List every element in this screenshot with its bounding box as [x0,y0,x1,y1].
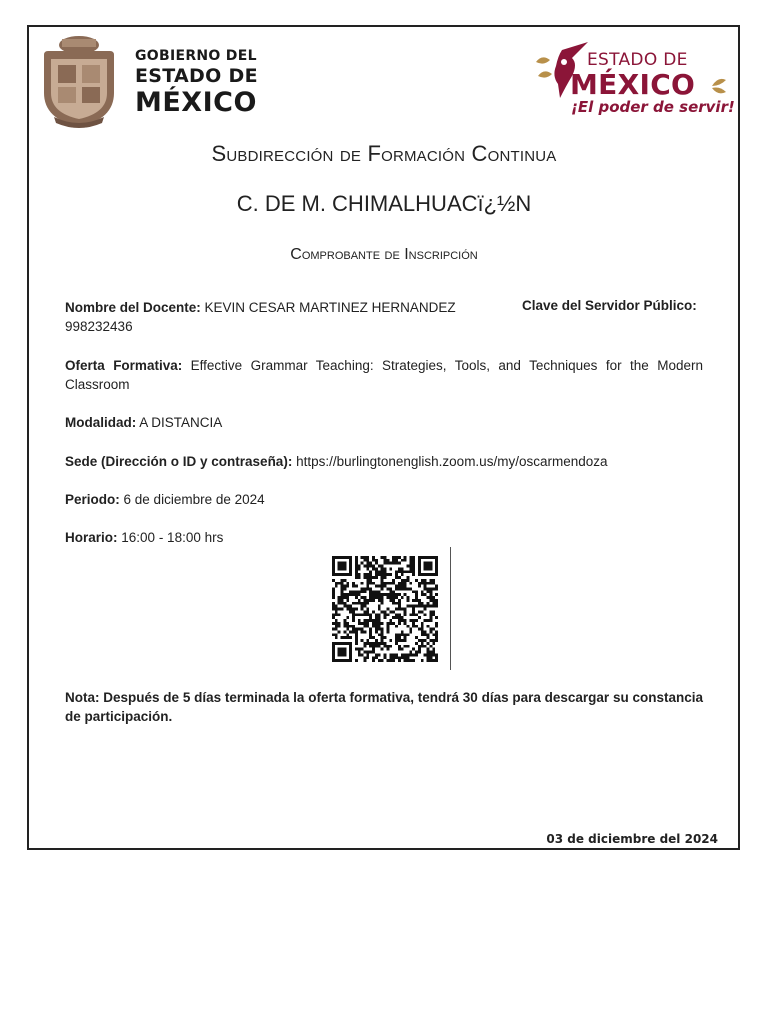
oferta-field [65,356,703,394]
gobierno-logo [36,33,266,133]
coat-of-arms-icon [36,33,122,129]
clave-label: Clave del Servidor Público: [522,298,697,313]
estado-logo-tagline: ¡El poder de servir! [571,98,735,116]
estado-mexico-logo [532,38,737,124]
sede-label: Sede (Dirección o ID y contraseña): [65,454,293,469]
docente-label: Nombre del Docente: [65,300,201,315]
periodo-field [65,490,703,509]
estado-logo-line-2: MÉXICO [570,68,696,101]
horario-label: Horario: [65,530,118,545]
gobierno-line-3: MÉXICO [135,87,257,118]
modalidad-label: Modalidad: [65,415,137,430]
sede-link[interactable]: https://burlingtonenglish.zoom.us/my/oscarmendoza [296,454,608,469]
modalidad-field [65,413,703,432]
estado-logo-line-1: ESTADO DE [587,50,688,70]
subdireccion-title: Subdirección de Formación Continua [211,141,557,166]
oferta-label: Oferta Formativa: [65,358,183,373]
docente-value: KEVIN CESAR MARTINEZ HERNANDEZ [204,300,456,315]
laurel-icon [710,74,732,98]
gobierno-line-1: GOBIERNO DEL [135,48,257,64]
sede-field [65,452,703,471]
periodo-value: 6 de diciembre de 2024 [123,492,265,507]
nota-text: Nota: Después de 5 días terminada la oferta formativa, tendrá 30 días para descargar su constancia de participación. [65,690,703,724]
modalidad-value: A DISTANCIA [139,415,223,430]
qr-divider [450,547,451,670]
oferta-value: Effective Grammar Teaching: Strategies, Tools, and Techniques for the Modern Classroom [65,358,704,392]
centro-title: C. DE M. CHIMALHUACï¿½N [236,191,532,216]
horario-field [65,528,703,547]
periodo-label: Periodo: [65,492,120,507]
horario-value: 16:00 - 18:00 hrs [121,530,224,545]
gobierno-logo-text [135,49,258,116]
comprobante-title: Comprobante de Inscripción [290,246,478,263]
fecha-emision: 03 de diciembre del 2024 [546,832,718,846]
qr-code-icon [330,556,440,662]
clave-value: 998232436 [65,319,133,334]
gobierno-line-2: ESTADO DE [135,65,258,87]
